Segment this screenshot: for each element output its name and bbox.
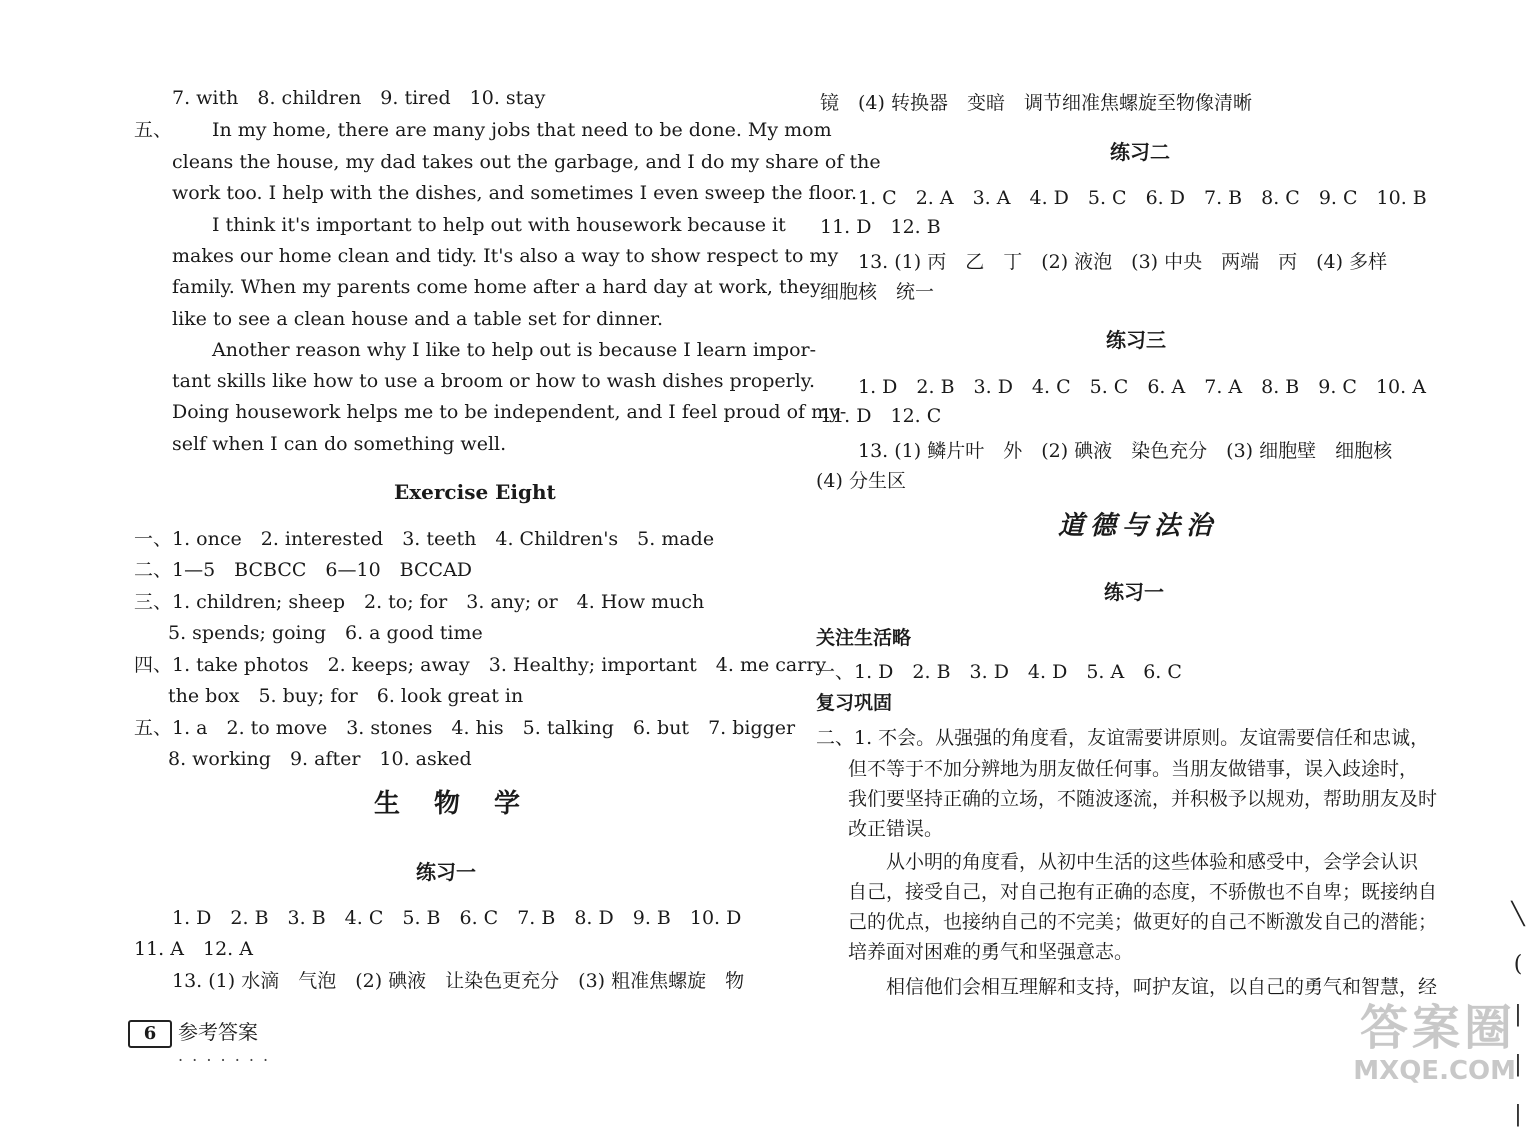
answer-line: 镜 (4) 转换器 变暗 调节细准焦螺旋至物像清晰 (820, 92, 1252, 114)
exercise-two-heading: 练习二 (1110, 140, 1170, 164)
footer-label: 参考答案 (178, 1020, 258, 1044)
answer-line: 相信他们会相互理解和支持，呵护友谊，以自己的勇气和智慧，经 (886, 976, 1438, 998)
exercise-eight-heading: Exercise Eight (394, 480, 556, 504)
watermark (1246, 1000, 1516, 1090)
subsection-heading: 关注生活略 (816, 627, 912, 649)
answer-line: 11. D 12. B (820, 216, 941, 238)
answer-line: 二、1. 不会。从强强的角度看，友谊需要讲原则。友谊需要信任和忠诚， (816, 727, 1430, 749)
essay-line: cleans the house, my dad takes out the garbage, and I do my share of the (172, 151, 881, 173)
subsection-heading: 复习巩固 (816, 692, 893, 714)
answer-line: 8. working 9. after 10. asked (168, 748, 472, 770)
watermark-logo: 答案圈 (1359, 1000, 1516, 1056)
biology-section-title: 生物学 (374, 789, 555, 819)
answer-line: 培养面对困难的勇气和坚强意志。 (848, 941, 1134, 963)
answer-line: 13. (1) 水滴 气泡 (2) 碘液 让染色更充分 (3) 粗准焦螺旋 物 (172, 970, 745, 992)
answer-line: 一、1. once 2. interested 3. teeth 4. Children's 5. made (134, 528, 715, 550)
answer-line: 自己，接受自己，对自己抱有正确的态度，不骄傲也不自卑；既接纳自 (848, 881, 1438, 903)
morality-law-section-title: 道德与法治 (1058, 511, 1219, 541)
footer-dots: . . . . . . . (178, 1046, 271, 1065)
essay-line: I think it's important to help out with housework because it (212, 214, 786, 236)
answer-line: 5. spends; going 6. a good time (168, 622, 483, 644)
answer-line: 细胞核 统一 (820, 281, 935, 303)
answer-line: 1. D 2. B 3. D 4. C 5. C 6. A 7. A 8. B 9. C 10. A (858, 376, 1426, 398)
essay-line: Doing housework helps me to be independent, and I feel proud of my- (172, 401, 847, 423)
watermark-url: MXQE.COM (1353, 1056, 1516, 1086)
answer-line: 五、1. a 2. to move 3. stones 4. his 5. talking 6. but 7. bigger (134, 717, 796, 739)
answer-line: 我们要坚持正确的立场，不随波逐流，并积极予以规劝，帮助朋友及时 (848, 788, 1438, 810)
essay-line: like to see a clean house and a table set for dinner. (172, 308, 664, 330)
answer-line: (4) 分生区 (816, 470, 906, 492)
answer-line: 11. A 12. A (134, 938, 253, 960)
answer-line: 7. with 8. children 9. tired 10. stay (172, 87, 546, 109)
answer-line: the box 5. buy; for 6. look great in (168, 685, 524, 707)
exercise-three-heading: 练习三 (1106, 328, 1166, 352)
answer-line: 一、1. D 2. B 3. D 4. D 5. A 6. C (816, 661, 1182, 683)
answer-line: 四、1. take photos 2. keeps; away 3. Healthy; important 4. me carry (134, 654, 827, 676)
essay-line: self when I can do something well. (172, 433, 507, 455)
biology-exercise-one-heading: 练习一 (416, 860, 476, 884)
page-number: 6 (128, 1020, 172, 1048)
answer-line: 但不等于不加分辨地为朋友做任何事。当朋友做错事，误入歧途时， (848, 758, 1419, 780)
answer-line: 从小明的角度看，从初中生活的这些体验和感受中，会学会认识 (886, 851, 1419, 873)
essay-line: tant skills like how to use a broom or how to wash dishes properly. (172, 370, 816, 392)
answer-line: 己的优点，也接纳自己的不完美；做更好的自己不断激发自己的潜能； (848, 911, 1438, 933)
answer-line: 13. (1) 鳞片叶 外 (2) 碘液 染色充分 (3) 细胞壁 细胞核 (858, 440, 1393, 462)
essay-line: In my home, there are many jobs that need to be done. My mom (212, 119, 832, 141)
essay-line: makes our home clean and tidy. It's also a way to show respect to my (172, 245, 839, 267)
answer-line: 1. C 2. A 3. A 4. D 5. C 6. D 7. B 8. C 9. C 10. B (858, 187, 1427, 209)
morality-exercise-one-heading: 练习一 (1104, 580, 1164, 604)
essay-line: family. When my parents come home after a hard day at work, they (172, 276, 821, 298)
answer-line: 11. D 12. C (820, 405, 942, 427)
answer-line: 1. D 2. B 3. B 4. C 5. B 6. C 7. B 8. D 9. B 10. D (172, 907, 742, 929)
answer-line: 13. (1) 丙 乙 丁 (2) 液泡 (3) 中央 两端 丙 (4) 多样 (858, 251, 1388, 273)
answer-line: 三、1. children; sheep 2. to; for 3. any; or 4. How much (134, 591, 705, 613)
binding-marks: ╲ ( | | | (1511, 902, 1525, 1127)
answer-line: 二、1—5 BCBCC 6—10 BCCAD (134, 559, 473, 581)
essay-line: work too. I help with the dishes, and sometimes I even sweep the floor. (172, 182, 858, 204)
essay-line: Another reason why I like to help out is because I learn impor- (212, 339, 817, 361)
answer-line: 改正错误。 (848, 818, 944, 840)
section-number: 五、 (134, 119, 173, 141)
